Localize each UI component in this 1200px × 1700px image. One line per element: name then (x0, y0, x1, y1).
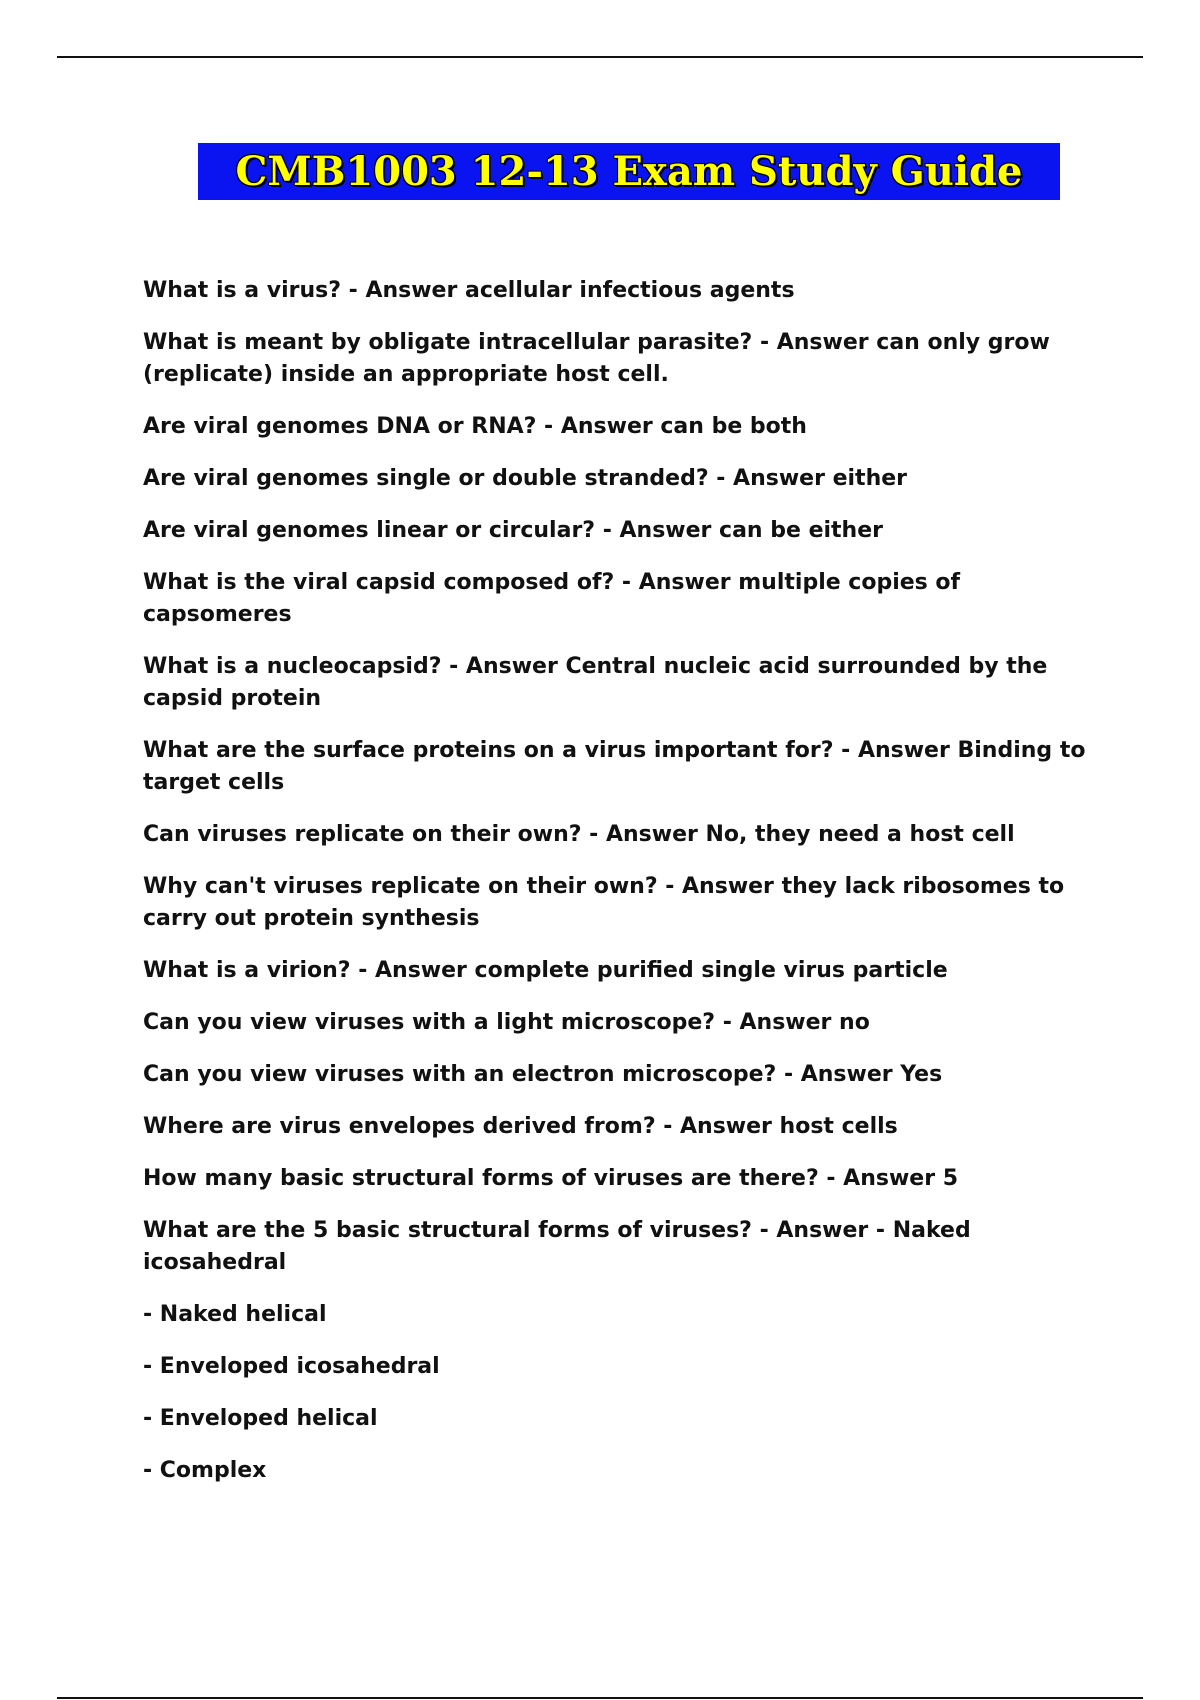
qa-item: Can you view viruses with an electron microscope? - Answer Yes (143, 1062, 943, 1087)
qa-item: What are the 5 basic structural forms of viruses? - Answer - Naked icosahedral (143, 1218, 971, 1275)
title-banner (198, 143, 1060, 200)
qa-item: Are viral genomes single or double stranded? - Answer either (143, 466, 908, 491)
top-divider (57, 56, 1143, 58)
list-item: - Enveloped helical (143, 1406, 378, 1431)
qa-item: What is a virion? - Answer complete purified single virus particle (143, 958, 948, 983)
qa-list (143, 275, 1093, 1507)
list-item: - Naked helical (143, 1302, 327, 1327)
list-item: - Complex (143, 1458, 267, 1483)
qa-item: Can viruses replicate on their own? - Answer No, they need a host cell (143, 822, 1015, 847)
list-item: - Enveloped icosahedral (143, 1354, 440, 1379)
qa-item: What is meant by obligate intracellular parasite? - Answer can only grow (replicate) inside an appropriate host cell. (143, 330, 1050, 387)
qa-item: Why can't viruses replicate on their own? - Answer they lack ribosomes to carry out protein synthesis (143, 874, 1065, 931)
page-title: CMB1003 12-13 Exam Study Guide (235, 148, 1023, 195)
bottom-divider (57, 1697, 1143, 1699)
qa-item: What is the viral capsid composed of? - Answer multiple copies of capsomeres (143, 570, 961, 627)
qa-item: What is a virus? - Answer acellular infectious agents (143, 278, 795, 303)
qa-item: What is a nucleocapsid? - Answer Central nucleic acid surrounded by the capsid protein (143, 654, 1048, 711)
qa-item: Are viral genomes linear or circular? - Answer can be either (143, 518, 883, 543)
qa-item: Are viral genomes DNA or RNA? - Answer can be both (143, 414, 807, 439)
qa-item: What are the surface proteins on a virus important for? - Answer Binding to target cells (143, 738, 1086, 795)
qa-item: Where are virus envelopes derived from? - Answer host cells (143, 1114, 898, 1139)
qa-item: How many basic structural forms of viruses are there? - Answer 5 (143, 1166, 959, 1191)
qa-item: Can you view viruses with a light microscope? - Answer no (143, 1010, 870, 1035)
